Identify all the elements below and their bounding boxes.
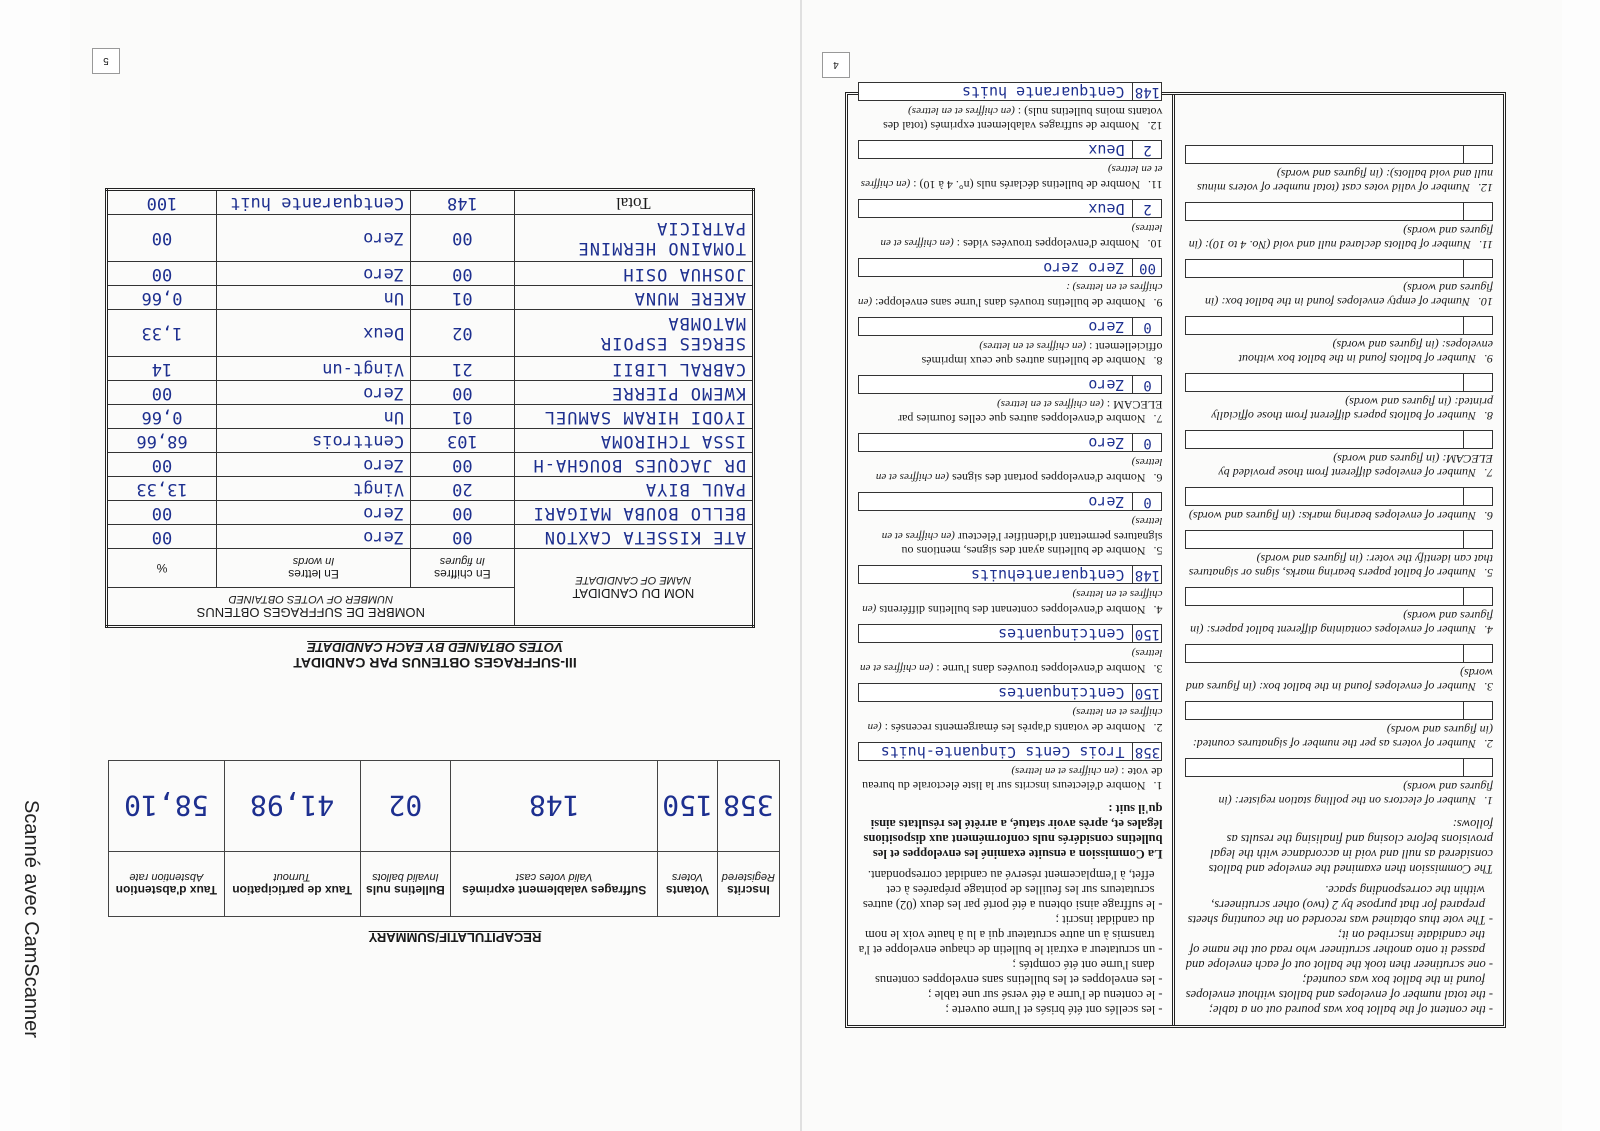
answer-figures[interactable]: 150: [1133, 625, 1162, 642]
answer-words[interactable]: [1187, 146, 1464, 163]
votes-words: Zero: [217, 453, 411, 477]
answer-words[interactable]: Centquarantehuits: [970, 566, 1125, 584]
answer-field[interactable]: [1186, 373, 1494, 392]
candidate-row: [107, 525, 754, 549]
form-item: 7.Number of envelopes different from those provided by ELECAM: (in figures and words): [1186, 430, 1494, 480]
votes-figures: 20: [411, 477, 515, 501]
answer-words[interactable]: [1187, 431, 1464, 448]
answer-figures[interactable]: [1463, 488, 1492, 505]
form-item: 3.Nombre d'enveloppes trouvées dans l'urne : (en chiffres et en lettres) 150 Centcinquantes: [858, 624, 1163, 676]
section-3-title: [270, 640, 600, 671]
votes-percent: 00: [107, 501, 217, 525]
answer-figures[interactable]: [1463, 203, 1492, 220]
form-item: 1.Number of electors on the polling station register: (in figures and words): [1186, 758, 1494, 808]
answer-figures[interactable]: 0: [1133, 318, 1162, 335]
header-candidate-name: NOM DU CANDIDAT NAME OF CANDIDATE: [514, 549, 753, 627]
candidate-name: BELLO BOUBA MAIGARI: [514, 501, 753, 525]
answer-words[interactable]: [1187, 203, 1464, 220]
intro-bullet: - les scellés ont été brisés et l'urne ouverte ;: [945, 1003, 1163, 1017]
answer-field[interactable]: [1186, 530, 1494, 549]
answer-field[interactable]: [858, 375, 1163, 394]
form-column-english: [1176, 95, 1504, 1025]
votes-figures: 01: [411, 405, 515, 429]
answer-field[interactable]: [858, 140, 1163, 159]
candidate-row: [107, 453, 754, 477]
form-item: 3.Number of envelopes found in the ballot box: (in figures and words): [1186, 644, 1494, 694]
votes-figures: 02: [411, 310, 515, 357]
answer-figures[interactable]: [1463, 531, 1492, 548]
form-item: 11.Nombre de bulletins déclarés nuls (n°. 4 à 10) : (en chiffres et en lettres) 2 Deux: [858, 140, 1163, 192]
answer-field[interactable]: [1186, 430, 1494, 449]
candidate-row: [107, 310, 754, 357]
summary-value: 150: [658, 761, 717, 852]
answer-figures[interactable]: 148: [1133, 566, 1162, 583]
votes-words: Deux: [217, 310, 411, 357]
form-item: 6.Number of envelopes bearing marks: (in figures and words): [1186, 487, 1494, 523]
section-title-en: VOTES OBTAINED BY EACH CANDIDATE: [307, 640, 563, 655]
votes-words: Zero: [217, 525, 411, 549]
form-item: 2.Number of voters as per the number of signatures counted: (in figures and words): [1186, 701, 1494, 751]
summary-label: Inscrits Registered: [717, 852, 779, 917]
page-number-right: 4: [822, 52, 850, 78]
form-item: 8.Number of ballots papers different from those officially printed: (in figures and words): [1186, 373, 1494, 423]
votes-words: Un: [217, 405, 411, 429]
answer-field[interactable]: [858, 492, 1163, 511]
answer-field[interactable]: [1186, 487, 1494, 506]
votes-percent: 13,33: [107, 477, 217, 501]
candidate-name: TOMAINO HERMINE PATRICIA: [514, 215, 753, 262]
intro-bullet: - one scrutineer then took the ballot out of each envelope and passed it onto another scrutineer who read out the name of the candidate inscribed on it;: [1185, 928, 1493, 972]
answer-words[interactable]: [1187, 702, 1464, 719]
form-item: 12.Number of valid votes cast (total number of voters minus null and void ballots): (in figures and words): [1186, 145, 1494, 195]
total-row: Total 148 Centquarante huit 100: [107, 190, 754, 215]
votes-figures: 00: [411, 453, 515, 477]
answer-figures[interactable]: 0: [1133, 493, 1162, 510]
answer-figures[interactable]: [1463, 702, 1492, 719]
candidate-name: DR JACQUES BOUGHA-H: [514, 453, 753, 477]
votes-figures: 00: [411, 215, 515, 262]
results-form: [845, 83, 1506, 1028]
answer-field[interactable]: [1186, 758, 1494, 777]
summary-value: 41,98: [224, 761, 360, 852]
form-column-french: [848, 83, 1176, 1025]
answer-words[interactable]: Zero: [1088, 376, 1125, 394]
form-item: 1.Nombre d'électeurs inscrits sur la liste électorale du bureau de vote : (en chiffres et en lettres) 358 Trois Cents Cinquante-huits: [858, 742, 1163, 793]
answer-figures[interactable]: [1463, 431, 1492, 448]
section-title-fr: III-SUFFRAGES OBTENUS PAR CANDIDAT: [293, 655, 577, 671]
votes-percent: 1,33: [107, 310, 217, 357]
votes-words: Vingt-un: [217, 357, 411, 381]
candidate-name: ATE KISSETA CAXTON: [514, 525, 753, 549]
answer-words[interactable]: Zero: [1088, 318, 1125, 336]
intro-bullet: - un scrutateur a extrait le bulletin de chaque enveloppe et l'a transmis à un autre scrutateur qui a lu à haute voix le nom du candidat inscrit ;: [858, 913, 1163, 957]
answer-words[interactable]: [1187, 645, 1464, 662]
answer-words[interactable]: Zero: [1088, 493, 1125, 511]
votes-figures: 01: [411, 286, 515, 310]
votes-figures: 00: [411, 525, 515, 549]
answer-field[interactable]: [858, 683, 1163, 702]
answer-words[interactable]: [1187, 374, 1464, 391]
answer-words[interactable]: [1187, 531, 1464, 548]
answer-field[interactable]: [858, 317, 1163, 336]
candidate-name: AKERE MUNA: [514, 286, 753, 310]
form-item: 2.Nombre de votants d'après les émargements recensés : (en chiffres et en lettres) 150 Centcinquantes: [858, 683, 1163, 735]
candidate-row: [107, 381, 754, 405]
intro-english: [1186, 816, 1494, 1017]
answer-field[interactable]: [1186, 587, 1494, 606]
form-item: 4.Number of envelopes containing different ballot papers: (in figures and words): [1186, 587, 1494, 637]
answer-field[interactable]: [1186, 316, 1494, 335]
intro-bullet: - le contenu de l'urne a été versé sur une table ;: [928, 988, 1163, 1002]
answer-figures[interactable]: [1463, 588, 1492, 605]
answer-figures[interactable]: 0: [1133, 434, 1162, 451]
votes-figures: 00: [411, 262, 515, 286]
camscanner-watermark: Scanné avec CamScanner: [20, 800, 42, 1038]
answer-field[interactable]: [1186, 202, 1494, 221]
answer-figures[interactable]: [1463, 759, 1492, 776]
votes-percent: 00: [107, 453, 217, 477]
candidate-name: ISSA TCHIROMA: [514, 429, 753, 453]
answer-field[interactable]: [858, 433, 1163, 452]
form-item: 9.Nombre de bulletins trouvés dans l'urne sans enveloppe: (en chiffres et en lettres) : 00 Zero zero: [858, 259, 1163, 310]
intro-paragraph: The Commission then examined the envelope and ballots considered as null and void in accordance with the legal provisions before closing and finalising the results as follows:: [1208, 817, 1493, 876]
votes-words: Un: [217, 286, 411, 310]
answer-field[interactable]: [858, 82, 1163, 101]
answer-figures[interactable]: [1463, 645, 1492, 662]
answer-words[interactable]: [1187, 759, 1464, 776]
answer-field[interactable]: [858, 258, 1163, 277]
form-item: 6.Nombre d'enveloppes portant des signes (en chiffres et en lettres) 0 Zero: [858, 433, 1163, 485]
intro-bullet: - the content of the ballot box was poured out on a table;: [1208, 1003, 1493, 1017]
form-item: 8.Nombre de bulletins autres que ceux imprimés officiellement : (en chiffres et en lettres) 0 Zero: [858, 317, 1163, 368]
votes-percent: 0,66: [107, 286, 217, 310]
votes-words: Vingt: [217, 477, 411, 501]
votes-percent: 0,66: [107, 405, 217, 429]
header-words: En lettres In words: [217, 549, 411, 588]
votes-percent: 14: [107, 357, 217, 381]
answer-words[interactable]: Zero: [1088, 434, 1125, 452]
candidate-row: [107, 215, 754, 262]
candidate-name: IYODI HIRAM SAMUEL: [514, 405, 753, 429]
intro-bullet: - the total number of envelopes and ballots without envelopes found in the ballot box was counted;: [1185, 973, 1493, 1002]
summary-value: 58,10: [109, 761, 225, 852]
candidate-name: JOSHUA OSIH: [514, 262, 753, 286]
summary-value: 02: [360, 761, 451, 852]
form-item: 11.Number of ballots declared null and void (No. 4 to 10): (in figures and words): [1186, 202, 1494, 252]
summary-value: 358: [717, 761, 779, 852]
votes-figures: 00: [411, 501, 515, 525]
answer-words[interactable]: Centquarante huits: [961, 83, 1125, 101]
candidate-row: [107, 405, 754, 429]
votes-percent: 00: [107, 215, 217, 262]
answer-words[interactable]: Centcinquantes: [998, 684, 1125, 702]
summary-title: RECAPITULATIF/SUMMARY: [368, 930, 542, 945]
page-number-left: 5: [92, 48, 120, 74]
candidate-row: [107, 262, 754, 286]
votes-words: Zero: [217, 262, 411, 286]
summary-table: [108, 765, 780, 917]
candidate-row: [107, 357, 754, 381]
answer-figures[interactable]: 358: [1133, 743, 1162, 760]
form-item: 12.Nombre de suffrages valablement exprimés (total des votants moins bulletins nuls) : (en chiffres et en lettres) 148 Centquarante huits: [858, 82, 1163, 133]
answer-words[interactable]: Deux: [1088, 200, 1125, 218]
summary-label: Taux de participation Turnout: [224, 852, 360, 917]
answer-words[interactable]: [1187, 260, 1464, 277]
votes-percent: 68,66: [107, 429, 217, 453]
candidate-row: [107, 501, 754, 525]
form-item: 9.Number of ballots found in the ballot box without envelopes: (in figures and words): [1186, 316, 1494, 366]
answer-field[interactable]: [1186, 644, 1494, 663]
votes-words: Centtrois: [217, 429, 411, 453]
answer-figures[interactable]: 2: [1133, 200, 1162, 217]
answer-figures[interactable]: [1463, 260, 1492, 277]
answer-figures[interactable]: [1463, 317, 1492, 334]
candidate-votes-table: [105, 188, 755, 628]
answer-field[interactable]: [1186, 145, 1494, 164]
answer-words[interactable]: [1187, 588, 1464, 605]
intro-bullet: - les enveloppes et les bulletins sans enveloppes contenus dans l'urne ont été comptés ;: [875, 958, 1163, 987]
summary-label: Taux d'abstention Abstention rate: [109, 852, 225, 917]
votes-percent: 00: [107, 262, 217, 286]
answer-field[interactable]: [858, 742, 1163, 761]
answer-figures[interactable]: [1463, 374, 1492, 391]
candidate-row: [107, 429, 754, 453]
votes-figures: 21: [411, 357, 515, 381]
candidate-name: CABRAL LIBII: [514, 357, 753, 381]
candidate-name: KWEMO PIERRE: [514, 381, 753, 405]
summary-label: Bulletins nuls Invalid ballots: [360, 852, 451, 917]
votes-words: Zero: [217, 215, 411, 262]
answer-field[interactable]: [1186, 259, 1494, 278]
answer-figures[interactable]: [1463, 146, 1492, 163]
answer-figures[interactable]: 00: [1133, 259, 1162, 276]
answer-words[interactable]: Trois Cents Cinquante-huits: [880, 743, 1125, 761]
form-item: 10.Number of empty envelopes found in the ballot box: (in figures and words): [1186, 259, 1494, 309]
answer-figures[interactable]: 2: [1133, 141, 1162, 158]
answer-figures[interactable]: 148: [1133, 83, 1162, 100]
answer-figures[interactable]: 0: [1133, 376, 1162, 393]
answer-field[interactable]: [1186, 701, 1494, 720]
header-votes-obtained: NOMBRE DE SUFFRAGES OBTENUS NUMBER OF VOTES OBTAINED: [107, 588, 515, 627]
intro-bullet: - le suffrage ainsi obtenu a été porté par les deux (02) autres scrutateurs sur les feuilles de pointage préparées à cet effet, à l'emplacement réservé au candidat correspondant.: [862, 868, 1163, 912]
intro-bullet: - The vote thus obtained was recorded on the counting sheets prepared for that purpose by 2 (two) other scrutineers, within the corresponding space.: [1187, 883, 1493, 927]
votes-words: Zero: [217, 381, 411, 405]
header-percent: %: [107, 549, 217, 588]
answer-words[interactable]: [1187, 488, 1464, 505]
header-figures: En chiffres In figures: [411, 549, 515, 588]
candidate-name: SERGES ESPOIR MATOMBA: [514, 310, 753, 357]
form-item: 10.Nombre d'enveloppes trouvées vides : (en chiffres et en lettres) 2 Deux: [858, 199, 1163, 251]
answer-words[interactable]: Centcinquantes: [998, 625, 1125, 643]
answer-words[interactable]: [1187, 317, 1464, 334]
votes-words: Zero: [217, 501, 411, 525]
answer-field[interactable]: [858, 624, 1163, 643]
candidate-name: PAUL BIYA: [514, 477, 753, 501]
answer-words[interactable]: Deux: [1088, 141, 1125, 159]
votes-figures: 103: [411, 429, 515, 453]
candidate-row: [107, 286, 754, 310]
answer-field[interactable]: [858, 199, 1163, 218]
intro-paragraph: La Commission a ensuite examiné les enveloppes et les bulletins considérés nuls conformément aux dispositions légales et, après avoir statué, a arrêté les résultats ainsi qu'il suit :: [863, 802, 1163, 861]
form-item: 5.Nombre de bulletins ayant des signes, mentions ou signatures permettant d'identifier l'électeur (en chiffres et en lettres) 0 Zero: [858, 492, 1163, 558]
summary-label: Votants Voters: [658, 852, 717, 917]
votes-percent: 00: [107, 381, 217, 405]
form-item: 4.Nombre d'enveloppes contenant des bulletins différents (en chiffres et en lettres) 148 Centquarantehuits: [858, 565, 1163, 617]
summary-value: 148: [451, 761, 658, 852]
intro-french: [858, 801, 1163, 1017]
answer-words[interactable]: Zero zero: [1043, 259, 1125, 277]
answer-field[interactable]: [858, 565, 1163, 584]
form-item: 5.Number of ballot papers bearing marks, signs or signatures that can identify the voter: (in figures and words): [1186, 530, 1494, 580]
votes-percent: 00: [107, 525, 217, 549]
candidate-row: [107, 477, 754, 501]
form-item: 7.Nombre d'enveloppes autres que celles fournies par ELECAM : (en chiffres et en lettres) 0 Zero: [858, 375, 1163, 426]
summary-label: Suffrages valablement exprimés Valid votes cast: [451, 852, 658, 917]
votes-figures: 00: [411, 381, 515, 405]
answer-figures[interactable]: 150: [1133, 684, 1162, 701]
